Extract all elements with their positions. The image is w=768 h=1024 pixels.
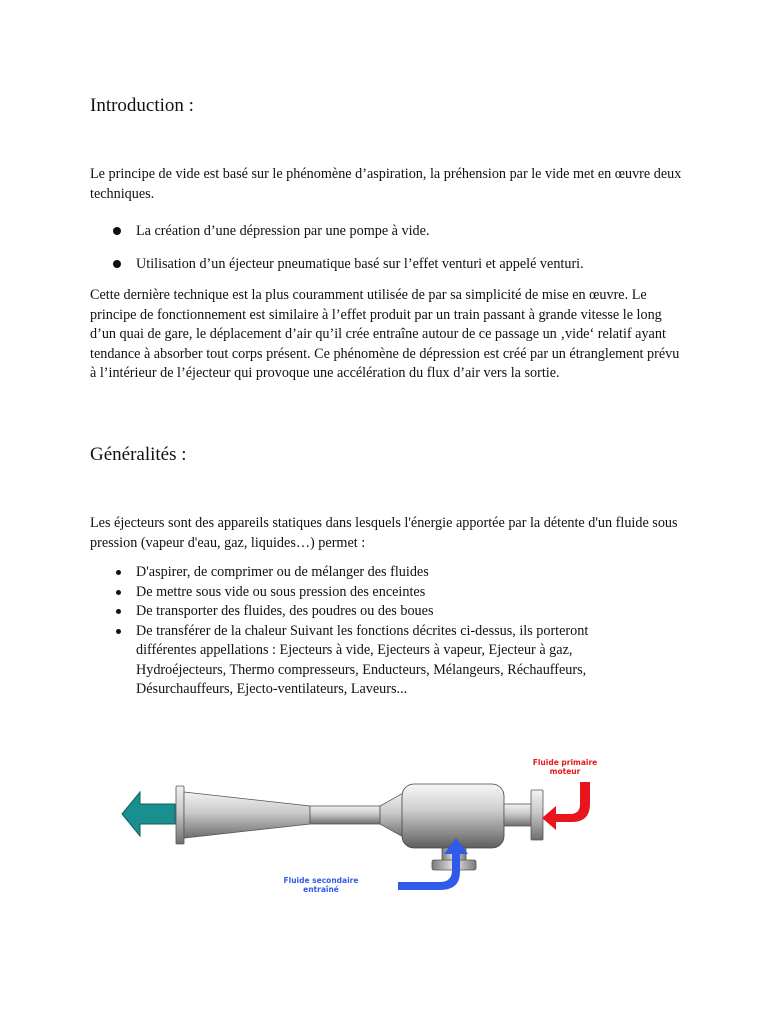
primary-inlet-flange: [531, 790, 543, 840]
intro-paragraph-2: Cette dernière technique est la plus couramment utilisée de par sa simplicité de mise en œuvre. Le principe de fonctionnement est similaire à l’effet produit par un train passant à grande vitesse le long d’un quai de gare, le déplacement d’air qu’il crée entraîne autour de ce passage un ‚vide‘ relatif ayant tendance à absorber tout corps présent. Ce phénomène de dépression est créé par un étranglement prévu à l’intérieur de l’éjecteur qui provoque une accélération du flux d’air vers la sortie.: [90, 287, 680, 381]
label-primary-fluid: Fluide primaire moteur: [532, 758, 598, 776]
list-item: De mettre sous vide ou sous pression des enceintes: [90, 583, 690, 603]
label-secondary-fluid: Fluide secondaire entraîné: [283, 876, 359, 894]
list-item: La création d’une dépression par une pompe à vide.: [90, 222, 690, 242]
heading-generalites: Généralités :: [90, 444, 187, 465]
list-item: De transporter des fluides, des poudres ou des boues: [90, 602, 690, 622]
generalites-paragraph: Les éjecteurs sont des appareils statiques dans lesquels l'énergie apportée par la détente d'un fluide sous pression (vapeur d'eau, gaz, liquides…) permet :: [90, 515, 678, 551]
list-item: De transférer de la chaleur Suivant les fonctions décrites ci-dessus, ils porteront différentes appellations : Ejecteurs à vide, Ejecteurs à vapeur, Ejecteur à gaz, Hydroéjecteurs, Thermo compresseurs, Enducteurs, Mélangeurs, Réchauffeurs, Désurchauffeurs, Ejecto-ventilateurs, Laveurs...: [90, 622, 690, 700]
primary-inlet-pipe: [504, 804, 532, 826]
throat-tube: [310, 806, 380, 824]
suction-chamber: [402, 784, 504, 848]
heading-introduction: Introduction :: [90, 95, 194, 116]
convergent-cone: [380, 792, 405, 838]
outlet-flange: [176, 786, 184, 844]
ejector-diagram: [110, 748, 650, 908]
list-item: Utilisation d’un éjecteur pneumatique basé sur l’effet venturi et appelé venturi.: [90, 255, 690, 275]
intro-paragraph-1: Le principe de vide est basé sur le phénomène d’aspiration, la préhension par le vide met en œuvre deux techniques.: [90, 166, 682, 202]
outlet-arrow-icon: [122, 792, 175, 836]
generalites-bullet-list: [90, 563, 690, 700]
primary-flow-arrow-icon: [542, 782, 590, 830]
intro-bullet-list: [90, 222, 690, 274]
diffuser-cone: [184, 792, 310, 838]
list-item: D'aspirer, de comprimer ou de mélanger des fluides: [90, 563, 690, 583]
